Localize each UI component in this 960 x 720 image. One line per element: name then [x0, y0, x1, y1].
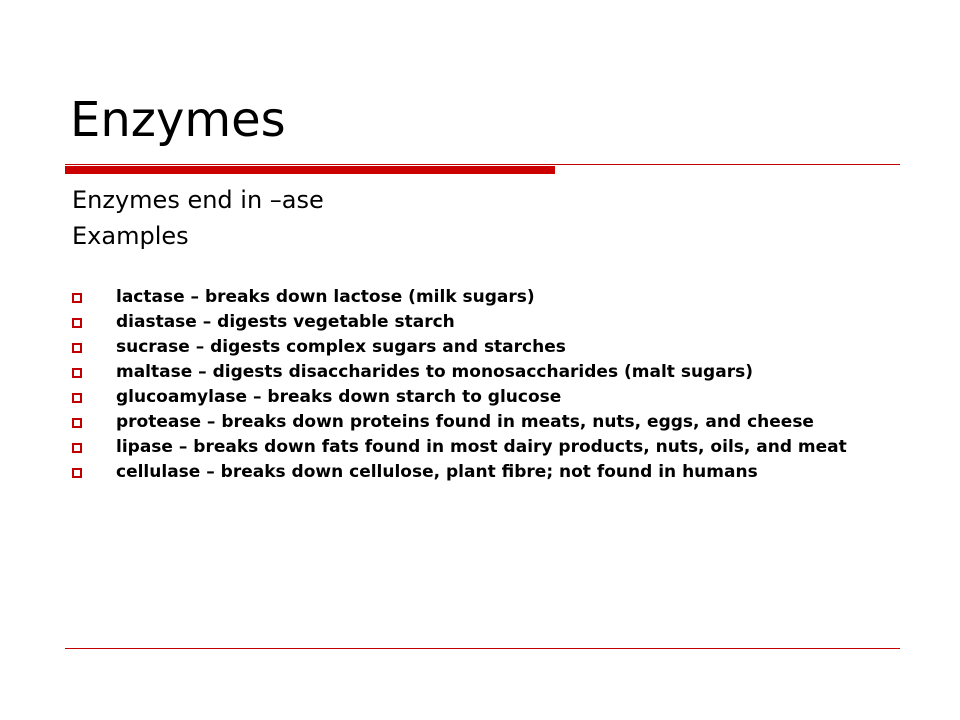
slide-title: Enzymes	[70, 92, 286, 148]
list-item-text: lipase – breaks down fats found in most dairy products, nuts, oils, and meat	[116, 437, 847, 457]
list-item	[72, 413, 892, 432]
list-item-text: cellulase – breaks down cellulose, plant fibre; not found in humans	[116, 462, 758, 482]
list-item-text: diastase – digests vegetable starch	[116, 312, 455, 332]
square-bullet-icon	[72, 318, 82, 328]
subheading-examples: Examples	[72, 222, 189, 250]
list-item	[72, 463, 892, 482]
enzyme-list	[72, 288, 892, 488]
list-item	[72, 288, 892, 307]
subheading-suffix: Enzymes end in –ase	[72, 186, 324, 214]
square-bullet-icon	[72, 293, 82, 303]
list-item	[72, 338, 892, 357]
square-bullet-icon	[72, 443, 82, 453]
title-divider-accent	[65, 166, 555, 174]
list-item-text: sucrase – digests complex sugars and starches	[116, 337, 566, 357]
list-item	[72, 438, 892, 457]
square-bullet-icon	[72, 468, 82, 478]
list-item	[72, 388, 892, 407]
list-item-text: maltase – digests disaccharides to monosaccharides (malt sugars)	[116, 362, 753, 382]
title-divider-thin	[65, 164, 900, 165]
square-bullet-icon	[72, 368, 82, 378]
square-bullet-icon	[72, 393, 82, 403]
square-bullet-icon	[72, 343, 82, 353]
square-bullet-icon	[72, 418, 82, 428]
list-item-text: glucoamylase – breaks down starch to glucose	[116, 387, 562, 407]
list-item-text: lactase – breaks down lactose (milk sugars)	[116, 287, 535, 307]
list-item	[72, 363, 892, 382]
list-item	[72, 313, 892, 332]
footer-divider	[65, 648, 900, 649]
list-item-text: protease – breaks down proteins found in meats, nuts, eggs, and cheese	[116, 412, 814, 432]
